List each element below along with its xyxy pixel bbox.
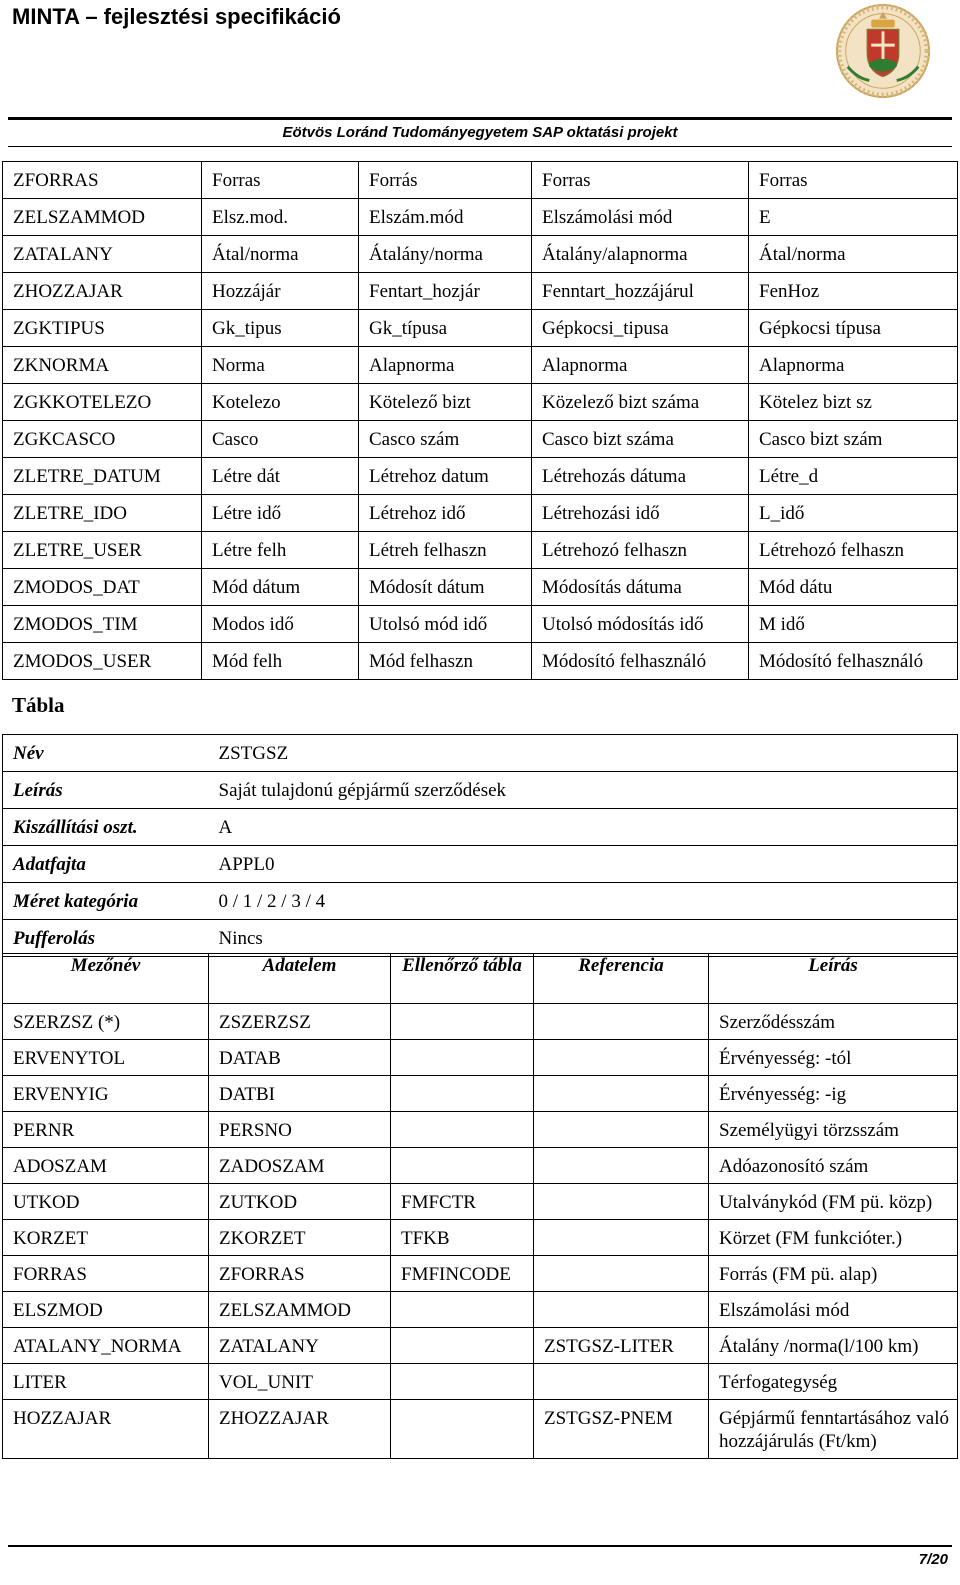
table-cell: ERVENYIG [3, 1076, 209, 1112]
table-cell: FORRAS [3, 1256, 209, 1292]
table-cell: Elsz.mod. [202, 199, 359, 236]
table-row [3, 458, 958, 495]
table-cell: Érvényesség: -ig [709, 1076, 958, 1112]
table-cell: Létrehozó felhaszn [749, 532, 958, 569]
table-cell: Létrehozási idő [532, 495, 749, 532]
table-cell: Átalány /norma(l/100 km) [709, 1328, 958, 1364]
table-cell: Elszámolási mód [532, 199, 749, 236]
table-cell: ZUTKOD [209, 1184, 391, 1220]
table-cell: Elszámolási mód [709, 1292, 958, 1328]
table-cell: Átal/norma [749, 236, 958, 273]
table-cell: Körzet (FM funkcióter.) [709, 1220, 958, 1256]
column-header: Leírás [709, 954, 958, 1004]
table-cell: ZGKKOTELEZO [3, 384, 202, 421]
table-cell: Létre felh [202, 532, 359, 569]
table-cell: Létre_d [749, 458, 958, 495]
table-cell: Gépjármű fenntartásához való hozzájárulás (Ft/km) [709, 1400, 958, 1459]
table-cell: Kötelező bizt [359, 384, 532, 421]
table-cell: Casco bizt száma [532, 421, 749, 458]
table-cell: Létrehoz datum [359, 458, 532, 495]
header-rule-thin [8, 146, 952, 147]
table-cell: Kötelez bizt sz [749, 384, 958, 421]
table-row [3, 1112, 958, 1148]
table-cell: ZFORRAS [209, 1256, 391, 1292]
table-cell: Mód felhaszn [359, 643, 532, 680]
university-seal-logo [834, 2, 932, 100]
table-row [3, 643, 958, 680]
table-cell: FenHoz [749, 273, 958, 310]
header-rule [8, 117, 952, 120]
property-value: Nincs [209, 920, 958, 957]
table-cell [534, 1148, 709, 1184]
table-cell: TFKB [391, 1220, 534, 1256]
table-cell [391, 1004, 534, 1040]
table-cell [534, 1112, 709, 1148]
section-title: Tábla [12, 693, 65, 717]
column-header: Adatelem [209, 954, 391, 1004]
property-label: Kiszállítási oszt. [3, 809, 209, 846]
table-cell: Átalány/alapnorma [532, 236, 749, 273]
table-cell: ZELSZAMMOD [3, 199, 202, 236]
table-cell: ELSZMOD [3, 1292, 209, 1328]
table-cell: Hozzájár [202, 273, 359, 310]
table-cell: ZLETRE_IDO [3, 495, 202, 532]
table-cell: Létrehozó felhaszn [532, 532, 749, 569]
table-row [3, 1184, 958, 1220]
table-cell [534, 1364, 709, 1400]
column-header: Ellenőrző tábla [391, 954, 534, 1004]
table-cell: Módosít dátum [359, 569, 532, 606]
table-row [3, 1256, 958, 1292]
table-row [3, 1292, 958, 1328]
table-cell: ZFORRAS [3, 162, 202, 199]
table-cell [391, 1112, 534, 1148]
table-row [3, 1148, 958, 1184]
table-cell: Mód dátu [749, 569, 958, 606]
table-row [3, 199, 958, 236]
table-cell: ERVENYTOL [3, 1040, 209, 1076]
table-cell [534, 1184, 709, 1220]
document-title: MINTA – fejlesztési specifikáció [12, 4, 341, 29]
field-label-table [2, 161, 958, 680]
table-cell [534, 1256, 709, 1292]
table-cell: Átal/norma [202, 236, 359, 273]
table-cell: ZKNORMA [3, 347, 202, 384]
page-number: 7/20 [918, 1551, 948, 1568]
table-cell: KORZET [3, 1220, 209, 1256]
table-cell: Adóazonosító szám [709, 1148, 958, 1184]
table-cell: ATALANY_NORMA [3, 1328, 209, 1364]
table-cell [534, 1004, 709, 1040]
footer-rule [8, 1545, 952, 1547]
table-cell: Fenntart_hozzájárul [532, 273, 749, 310]
table-cell: PERSNO [209, 1112, 391, 1148]
table-row [3, 606, 958, 643]
property-row [3, 772, 958, 809]
table-cell [391, 1040, 534, 1076]
table-cell: Gk_típusa [359, 310, 532, 347]
table-row [3, 495, 958, 532]
table-cell: HOZZAJAR [3, 1400, 209, 1459]
table-structure [2, 953, 958, 1459]
table-cell: ZHOZZAJAR [209, 1400, 391, 1459]
table-cell: Norma [202, 347, 359, 384]
table-cell [534, 1076, 709, 1112]
table-cell: ZADOSZAM [209, 1148, 391, 1184]
table-cell: ZKORZET [209, 1220, 391, 1256]
table-cell: L_idő [749, 495, 958, 532]
table-row [3, 1328, 958, 1364]
table-cell: Szerződésszám [709, 1004, 958, 1040]
table-cell: Létrehozás dátuma [532, 458, 749, 495]
table-cell [534, 1292, 709, 1328]
table-cell: ZMODOS_TIM [3, 606, 202, 643]
table-cell: ADOSZAM [3, 1148, 209, 1184]
table-row [3, 310, 958, 347]
table-cell: Forras [202, 162, 359, 199]
table-cell: Utolsó módosítás idő [532, 606, 749, 643]
property-row [3, 920, 958, 957]
table-row [3, 1364, 958, 1400]
table-cell: ZGKTIPUS [3, 310, 202, 347]
table-cell: Mód felh [202, 643, 359, 680]
table-cell: E [749, 199, 958, 236]
property-value: ZSTGSZ [209, 735, 958, 772]
table-cell [391, 1076, 534, 1112]
project-subtitle: Eötvös Loránd Tudományegyetem SAP oktatási projekt [282, 124, 678, 141]
table-row [3, 532, 958, 569]
table-cell: FMFINCODE [391, 1256, 534, 1292]
table-cell: ZSZERZSZ [209, 1004, 391, 1040]
table-cell: Módosító felhasználó [749, 643, 958, 680]
table-cell: Létre idő [202, 495, 359, 532]
property-row [3, 846, 958, 883]
table-cell: Utolsó mód idő [359, 606, 532, 643]
table-cell: Gépkocsi_tipusa [532, 310, 749, 347]
table-cell: Módosítás dátuma [532, 569, 749, 606]
table-cell: Alapnorma [532, 347, 749, 384]
table-cell: Forrás (FM pü. alap) [709, 1256, 958, 1292]
table-cell [391, 1292, 534, 1328]
table-cell [534, 1040, 709, 1076]
property-label: Pufferolás [3, 920, 209, 957]
table-cell: Létreh felhaszn [359, 532, 532, 569]
table-cell: Utalványkód (FM pü. közp) [709, 1184, 958, 1220]
table-cell: Alapnorma [749, 347, 958, 384]
property-label: Adatfajta [3, 846, 209, 883]
table-cell: Elszám.mód [359, 199, 532, 236]
table-row [3, 162, 958, 199]
table-cell: Gépkocsi típusa [749, 310, 958, 347]
property-value: A [209, 809, 958, 846]
property-value: Saját tulajdonú gépjármű szerződések [209, 772, 958, 809]
table-cell: Térfogategység [709, 1364, 958, 1400]
table-cell: Módosító felhasználó [532, 643, 749, 680]
table-cell: ZMODOS_DAT [3, 569, 202, 606]
table-cell: VOL_UNIT [209, 1364, 391, 1400]
table-cell [391, 1364, 534, 1400]
table-cell: LITER [3, 1364, 209, 1400]
table-row [3, 1076, 958, 1112]
table-row [3, 1004, 958, 1040]
table-cell: ZSTGSZ-PNEM [534, 1400, 709, 1459]
table-row [3, 1220, 958, 1256]
table-cell: ZLETRE_USER [3, 532, 202, 569]
table-cell: Átalány/norma [359, 236, 532, 273]
table-cell: Érvényesség: -tól [709, 1040, 958, 1076]
property-row [3, 883, 958, 920]
table-cell: ZGKCASCO [3, 421, 202, 458]
table-row [3, 421, 958, 458]
property-label: Leírás [3, 772, 209, 809]
table-cell: Közelező bizt száma [532, 384, 749, 421]
table-cell: DATBI [209, 1076, 391, 1112]
table-cell: ZLETRE_DATUM [3, 458, 202, 495]
table-cell: Forras [749, 162, 958, 199]
table-cell: DATAB [209, 1040, 391, 1076]
property-row [3, 809, 958, 846]
table-cell: Casco bizt szám [749, 421, 958, 458]
property-value: 0 / 1 / 2 / 3 / 4 [209, 883, 958, 920]
table-cell: Létrehoz idő [359, 495, 532, 532]
table-cell [391, 1148, 534, 1184]
column-header: Mezőnév [3, 954, 209, 1004]
table-cell: Modos idő [202, 606, 359, 643]
table-cell: Casco [202, 421, 359, 458]
table-cell: Létre dát [202, 458, 359, 495]
table-row [3, 569, 958, 606]
table-cell: ZHOZZAJAR [3, 273, 202, 310]
table-cell: ZATALANY [3, 236, 202, 273]
table-cell: SZERZSZ (*) [3, 1004, 209, 1040]
table-cell: Casco szám [359, 421, 532, 458]
table-row [3, 347, 958, 384]
table-cell: Forras [532, 162, 749, 199]
table-cell: Mód dátum [202, 569, 359, 606]
column-header: Referencia [534, 954, 709, 1004]
property-value: APPL0 [209, 846, 958, 883]
table-cell [534, 1220, 709, 1256]
table-cell [391, 1400, 534, 1459]
table-row [3, 273, 958, 310]
table-cell [391, 1328, 534, 1364]
table-cell: Alapnorma [359, 347, 532, 384]
property-label: Méret kategória [3, 883, 209, 920]
table-row [3, 384, 958, 421]
table-cell: ZSTGSZ-LITER [534, 1328, 709, 1364]
property-row [3, 735, 958, 772]
table-cell: Forrás [359, 162, 532, 199]
table-cell: ZELSZAMMOD [209, 1292, 391, 1328]
property-label: Név [3, 735, 209, 772]
table-cell: ZMODOS_USER [3, 643, 202, 680]
table-cell: ZATALANY [209, 1328, 391, 1364]
table-row [3, 1040, 958, 1076]
table-row [3, 1400, 958, 1459]
table-row [3, 236, 958, 273]
table-properties [2, 734, 958, 957]
table-cell: Fentart_hozjár [359, 273, 532, 310]
table-cell: UTKOD [3, 1184, 209, 1220]
table-cell: FMFCTR [391, 1184, 534, 1220]
table-cell: M idő [749, 606, 958, 643]
table-cell: Személyügyi törzsszám [709, 1112, 958, 1148]
table-cell: Gk_tipus [202, 310, 359, 347]
table-cell: PERNR [3, 1112, 209, 1148]
table-cell: Kotelezo [202, 384, 359, 421]
